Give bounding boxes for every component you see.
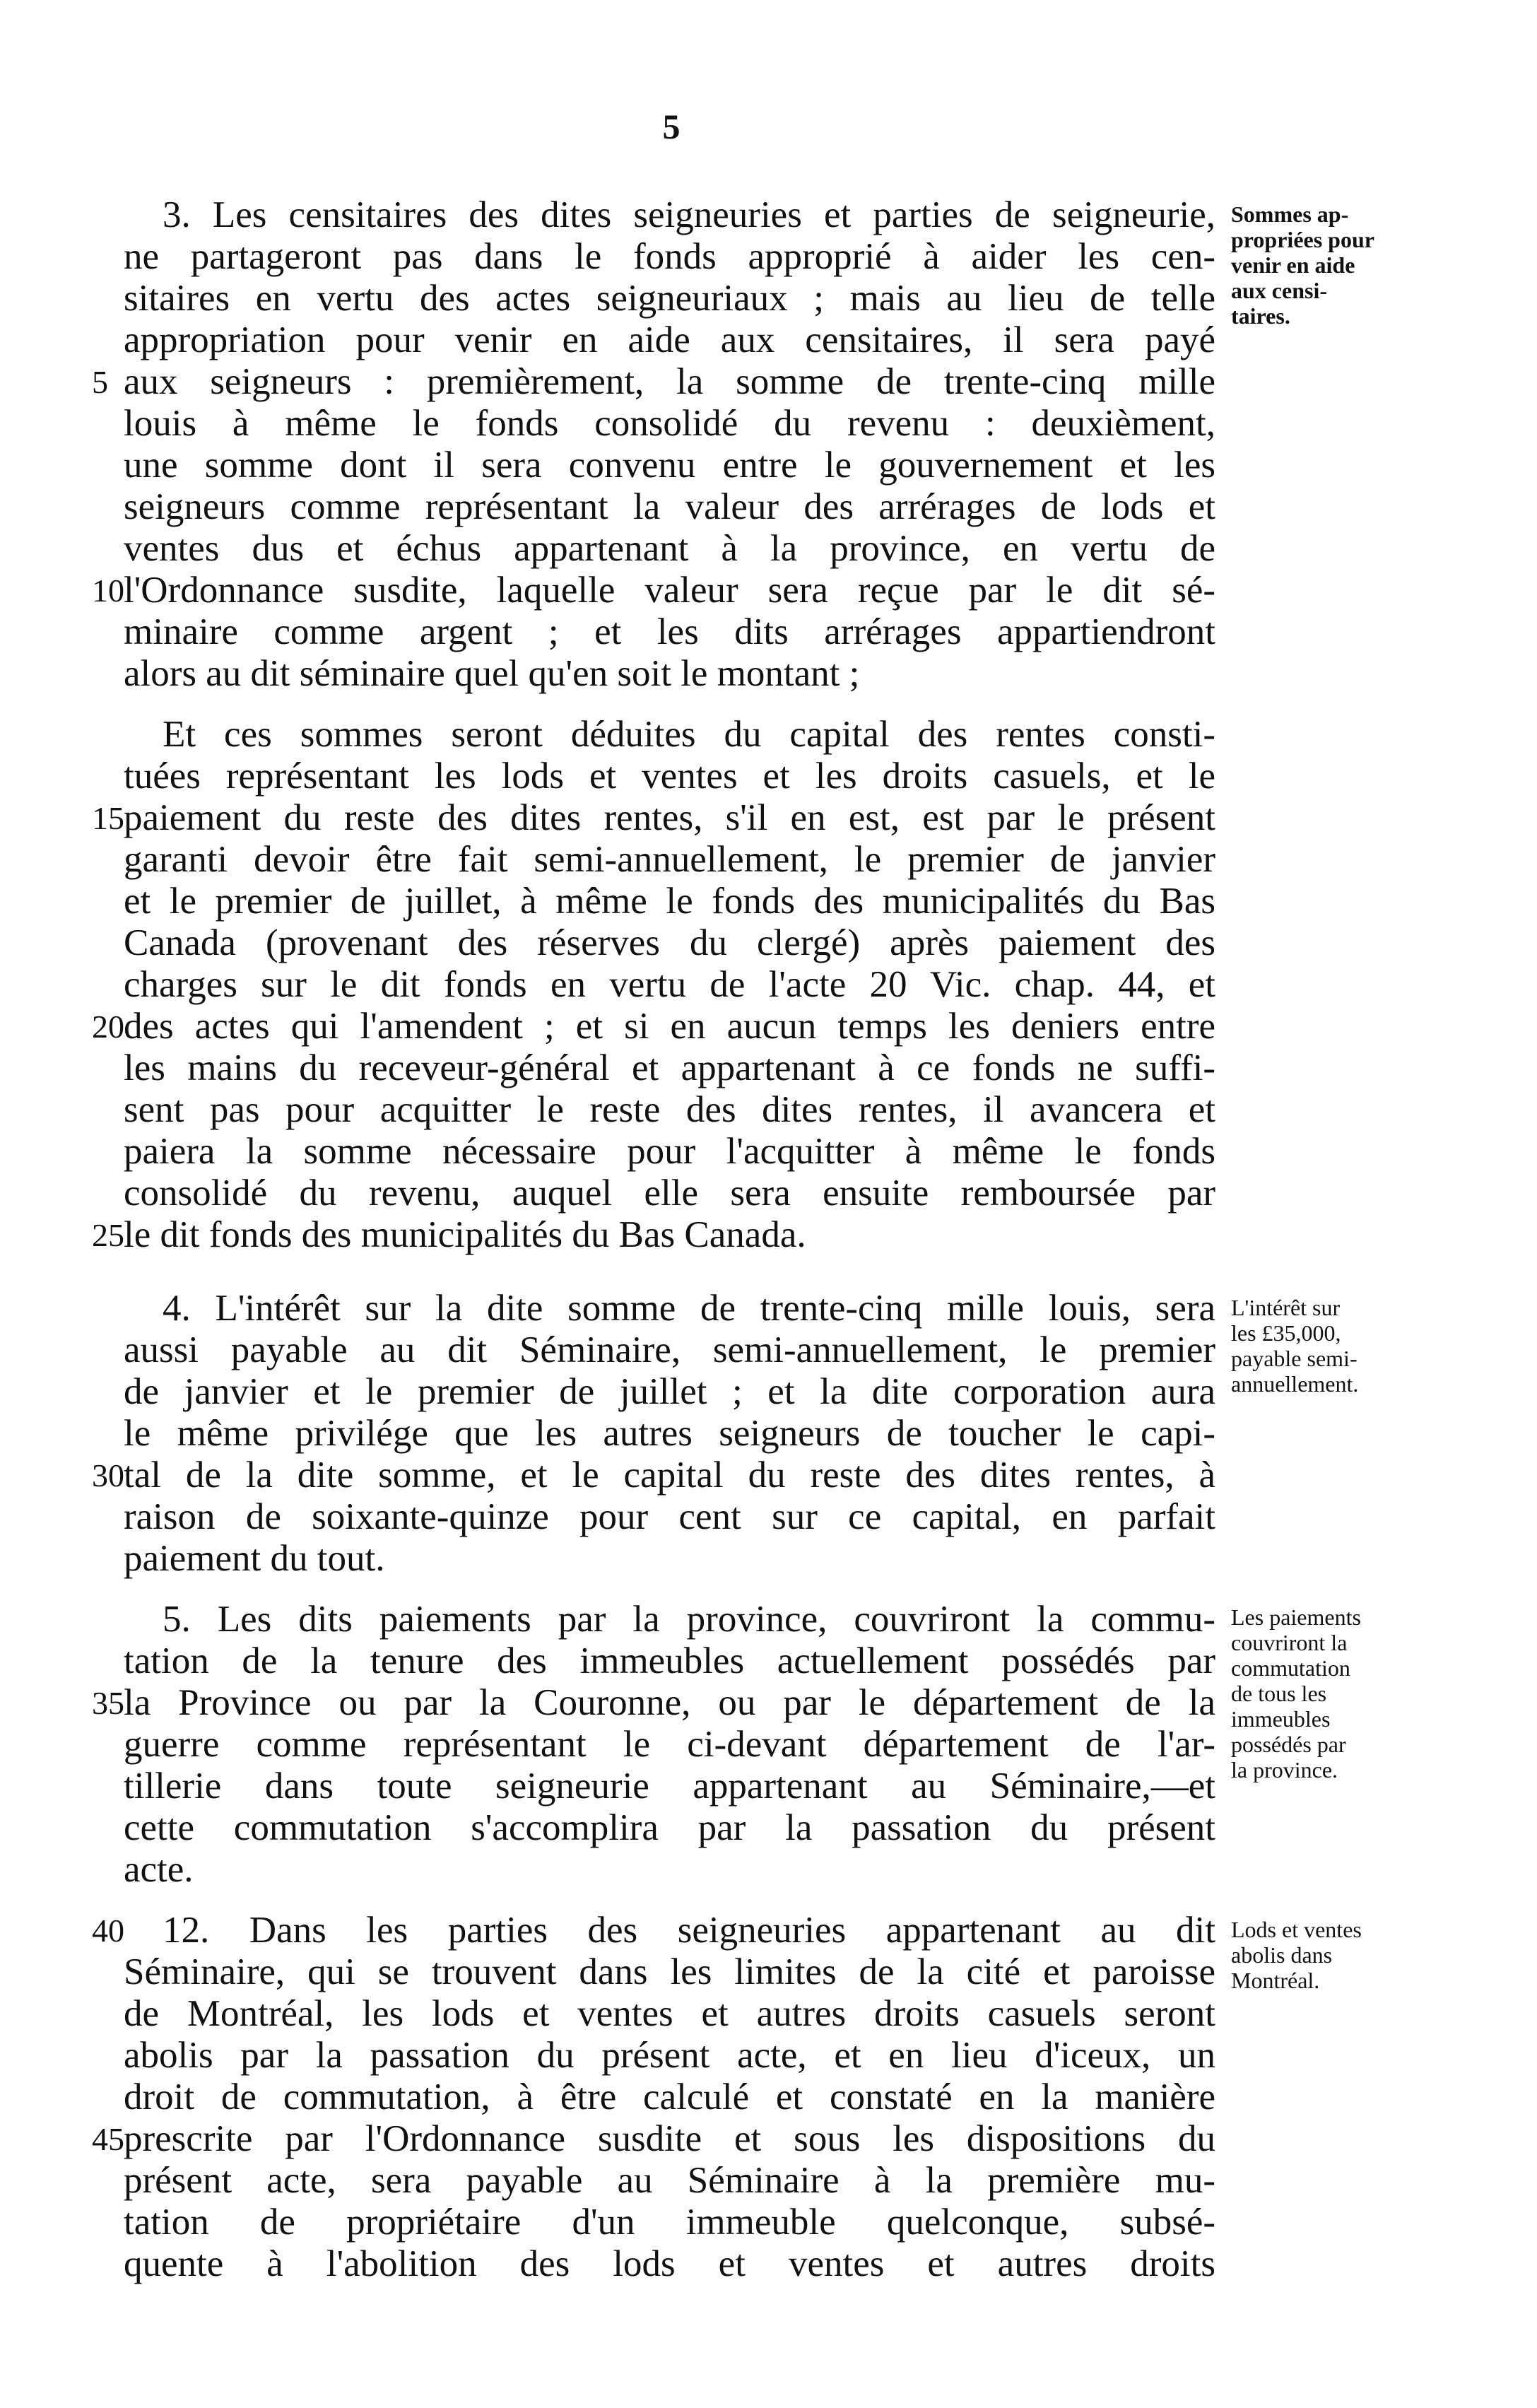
text-line xyxy=(124,2202,1215,2243)
line-text: sent pas pour acquitter le reste des dites rentes, il avancera et xyxy=(124,1089,1215,1130)
text-line xyxy=(124,1951,1215,1993)
text-line xyxy=(124,1849,1215,1891)
line-number: 30 xyxy=(92,1457,124,1493)
paragraph xyxy=(92,194,1215,695)
paragraph xyxy=(92,1288,1215,1580)
line-text: quente à l'abolition des lods et ventes et autres droits xyxy=(124,2243,1215,2284)
line-text: tal de la dite somme, et le capital du reste des dites rentes, à xyxy=(124,1455,1215,1496)
margin-note-line: venir en aide xyxy=(1231,252,1355,278)
line-text: 3. Les censitaires des dites seigneuries et parties de seigneurie, xyxy=(163,194,1215,235)
margin-note-line: Lods et ventes xyxy=(1231,1917,1362,1942)
text-line xyxy=(124,839,1215,881)
text-line xyxy=(124,1288,1215,1329)
text-line xyxy=(92,1455,1215,1496)
line-text: les mains du receveur-général et appartenant à ce fonds ne suffi- xyxy=(124,1047,1215,1088)
text-line xyxy=(124,714,1215,756)
text-line xyxy=(124,653,1215,695)
text-line xyxy=(92,2118,1215,2160)
text-line xyxy=(124,486,1215,528)
text-line xyxy=(124,1496,1215,1538)
line-text: seigneurs comme représentant la valeur des arrérages de lods et xyxy=(124,486,1215,527)
line-text: des actes qui l'amendent ; et si en aucun temps les deniers entre xyxy=(124,1006,1215,1047)
line-number: 40 xyxy=(92,1913,124,1949)
margin-note xyxy=(1231,1604,1443,1782)
text-line xyxy=(124,1807,1215,1849)
text-line xyxy=(92,361,1215,403)
line-text: 4. L'intérêt sur la dite somme de trente-cinq mille louis, sera xyxy=(163,1288,1215,1329)
margin-note xyxy=(1231,201,1443,329)
margin-note-line: payable semi- xyxy=(1231,1346,1358,1371)
margin-note-line: Les paiements xyxy=(1231,1604,1361,1630)
text-line xyxy=(124,1724,1215,1766)
line-text: minaire comme argent ; et les dits arrérages appartiendront xyxy=(124,611,1215,652)
text-line xyxy=(124,278,1215,319)
margin-note-line: la province. xyxy=(1231,1757,1338,1782)
line-text: appropriation pour venir en aide aux censitaires, il sera payé xyxy=(124,319,1215,360)
line-text: ne partageront pas dans le fonds approprié à aider les cen- xyxy=(124,236,1215,277)
margin-note-line: possédés par xyxy=(1231,1732,1346,1757)
text-line xyxy=(92,1006,1215,1047)
text-line xyxy=(124,756,1215,797)
text-line xyxy=(124,1089,1215,1131)
text-line xyxy=(92,797,1215,839)
margin-note-line: abolis dans xyxy=(1231,1942,1333,1968)
text-line xyxy=(124,1131,1215,1173)
text-line xyxy=(124,1599,1215,1640)
line-number: 20 xyxy=(92,1009,124,1045)
line-text: 12. Dans les parties des seigneuries appartenant au dit xyxy=(163,1910,1215,1951)
line-text: raison de soixante-quinze pour cent sur ce capital, en parfait xyxy=(124,1496,1215,1537)
margin-note-line: commutation xyxy=(1231,1655,1350,1681)
text-line xyxy=(124,236,1215,278)
text-line xyxy=(124,1538,1215,1580)
line-text: charges sur le dit fonds en vertu de l'acte 20 Vic. chap. 44, et xyxy=(124,964,1215,1005)
margin-note-line: couvriront la xyxy=(1231,1630,1348,1655)
margin-note-line: propriées pour xyxy=(1231,227,1374,252)
line-text: tation de propriétaire d'un immeuble quelconque, subsé- xyxy=(124,2202,1215,2243)
line-text: Et ces sommes seront déduites du capital des rentes consti- xyxy=(163,714,1215,755)
text-line xyxy=(124,1173,1215,1214)
line-text: cette commutation s'accomplira par la passation du présent xyxy=(124,1807,1215,1848)
line-number: 35 xyxy=(92,1685,124,1721)
line-text: Séminaire, qui se trouvent dans les limites de la cité et paroisse xyxy=(124,1951,1215,1992)
line-text: 5. Les dits paiements par la province, couvriront la commu- xyxy=(163,1599,1215,1640)
line-text: de janvier et le premier de juillet ; et la dite corporation aura xyxy=(124,1371,1215,1412)
line-text: le dit fonds des municipalités du Bas Canada. xyxy=(124,1214,806,1255)
margin-note xyxy=(1231,1917,1443,1993)
text-line xyxy=(124,1329,1215,1371)
line-number: 10 xyxy=(92,572,124,609)
line-text: consolidé du revenu, auquel elle sera ensuite remboursée par xyxy=(124,1173,1215,1214)
line-text: l'Ordonnance susdite, laquelle valeur sera reçue par le dit sé- xyxy=(124,570,1215,611)
text-line xyxy=(124,1371,1215,1413)
margin-note-line: Sommes ap- xyxy=(1231,201,1349,227)
line-text: la Province ou par la Couronne, ou par le département de la xyxy=(124,1682,1215,1723)
margin-note-line: annuellement. xyxy=(1231,1371,1359,1397)
paragraph xyxy=(92,714,1215,1256)
line-text: garanti devoir être fait semi-annuellement, le premier de janvier xyxy=(124,839,1215,880)
text-line xyxy=(124,1047,1215,1089)
paragraph xyxy=(92,1910,1215,2285)
text-line xyxy=(124,403,1215,445)
line-text: tuées représentant les lods et ventes et les droits casuels, et le xyxy=(124,756,1215,797)
text-line xyxy=(124,528,1215,570)
margin-note-line: aux censi- xyxy=(1231,278,1327,303)
text-line xyxy=(124,1766,1215,1807)
line-text: guerre comme représentant le ci-devant département de l'ar- xyxy=(124,1724,1215,1765)
line-text: louis à même le fonds consolidé du revenu : deuxièment, xyxy=(124,403,1215,444)
text-line xyxy=(92,1910,1215,1951)
line-text: le même privilége que les autres seigneurs de toucher le capi- xyxy=(124,1413,1215,1454)
line-text: paiement du reste des dites rentes, s'il en est, est par le présent xyxy=(124,797,1215,838)
line-text: aussi payable au dit Séminaire, semi-annuellement, le premier xyxy=(124,1329,1215,1370)
text-line xyxy=(124,611,1215,653)
margin-note-line: de tous les xyxy=(1231,1681,1327,1706)
line-text: tation de la tenure des immeubles actuellement possédés par xyxy=(124,1640,1215,1681)
text-line xyxy=(124,922,1215,964)
line-number: 25 xyxy=(92,1217,124,1253)
text-line xyxy=(92,570,1215,611)
line-text: ventes dus et échus appartenant à la province, en vertu de xyxy=(124,528,1215,569)
line-text: droit de commutation, à être calculé et constaté en la manière xyxy=(124,2077,1215,2118)
margin-note-line: les £35,000, xyxy=(1231,1320,1341,1346)
line-text: et le premier de juillet, à même le fonds des municipalités du Bas xyxy=(124,881,1215,922)
line-number: 5 xyxy=(92,364,108,400)
line-text: présent acte, sera payable au Séminaire à la première mu- xyxy=(124,2160,1215,2201)
text-line xyxy=(124,194,1215,236)
margin-note-line: Montréal. xyxy=(1231,1968,1320,1993)
margin-note-line: taires. xyxy=(1231,303,1290,329)
margin-note xyxy=(1231,1295,1443,1397)
line-text: aux seigneurs : premièrement, la somme de trente-cinq mille xyxy=(124,361,1215,402)
text-line xyxy=(124,2243,1215,2285)
line-text: abolis par la passation du présent acte, et en lieu d'iceux, un xyxy=(124,2035,1215,2076)
text-line xyxy=(124,2035,1215,2077)
text-line xyxy=(124,1413,1215,1455)
line-number: 45 xyxy=(92,2121,124,2157)
text-line xyxy=(124,445,1215,486)
line-text: de Montréal, les lods et ventes et autres droits casuels seront xyxy=(124,1993,1215,2034)
line-text: tillerie dans toute seigneurie appartenant au Séminaire,—et xyxy=(124,1766,1215,1807)
line-text: alors au dit séminaire quel qu'en soit le montant ; xyxy=(124,653,860,694)
text-line xyxy=(92,1214,1215,1256)
line-text: sitaires en vertu des actes seigneuriaux ; mais au lieu de telle xyxy=(124,278,1215,319)
margin-note-line: L'intérêt sur xyxy=(1231,1295,1341,1320)
text-line xyxy=(124,319,1215,361)
paragraph xyxy=(92,1599,1215,1891)
text-line xyxy=(124,2160,1215,2202)
text-line xyxy=(124,881,1215,922)
page-number: 5 xyxy=(662,107,681,146)
text-line xyxy=(92,1682,1215,1724)
line-text: paiera la somme nécessaire pour l'acquitter à même le fonds xyxy=(124,1131,1215,1172)
text-line xyxy=(124,964,1215,1006)
line-text: prescrite par l'Ordonnance susdite et sous les dispositions du xyxy=(124,2118,1215,2159)
text-line xyxy=(124,1993,1215,2035)
text-line xyxy=(124,1640,1215,1682)
line-text: Canada (provenant des réserves du clergé) après paiement des xyxy=(124,922,1215,963)
line-text: une somme dont il sera convenu entre le gouvernement et les xyxy=(124,445,1215,486)
text-line xyxy=(124,2077,1215,2118)
line-text: paiement du tout. xyxy=(124,1538,385,1579)
line-text: acte. xyxy=(124,1849,194,1890)
margin-note-line: immeubles xyxy=(1231,1706,1331,1732)
line-number: 15 xyxy=(92,800,124,836)
